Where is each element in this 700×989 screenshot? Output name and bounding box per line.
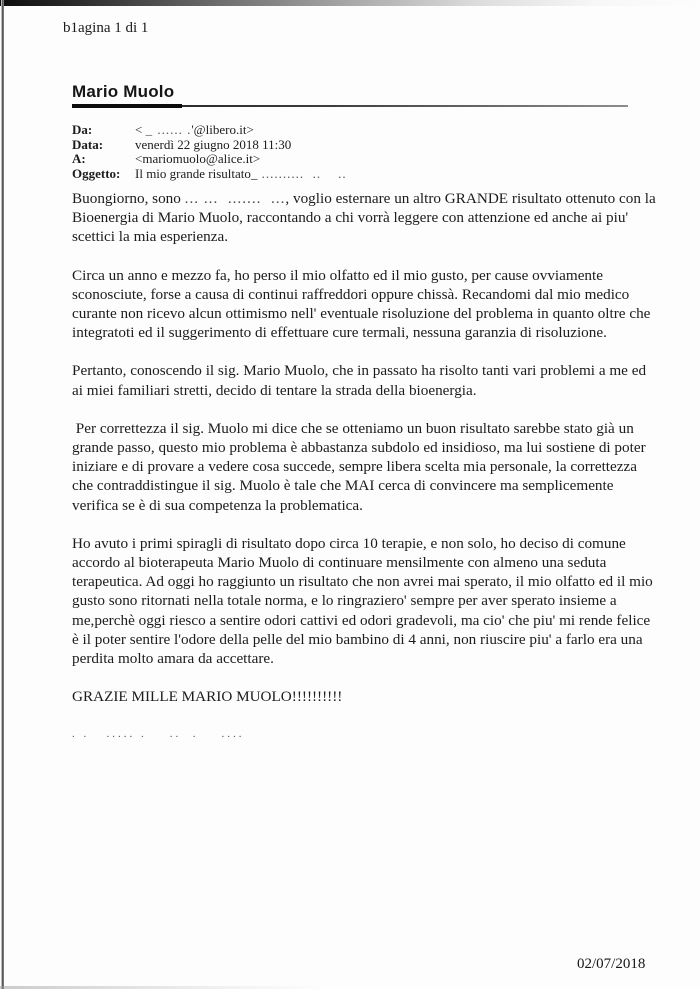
header-value-data: venerdì 22 giugno 2018 11:30	[135, 136, 292, 152]
header-value-a: <mariomuolo@alice.it>	[135, 151, 261, 166]
header-row-a	[72, 152, 632, 167]
header-label-data: Data:	[72, 136, 104, 152]
body-paragraph-1	[72, 189, 660, 247]
header-row-oggetto	[72, 167, 632, 182]
signature-redacted: . . ..... . .. . ....	[72, 728, 245, 741]
da-suffix: '@libero.it>	[191, 122, 254, 137]
oggetto-redacted-text: .......... .. ..	[257, 165, 347, 181]
scan-date: 02/07/2018	[577, 956, 646, 972]
title-underline	[72, 104, 628, 109]
p1-text-after: , voglio esternare un altro GRANDE risultato ottenuto con la Bioenergia di Mario Muolo, raccontando a chi vorrà leggere con attenzione ed anche ai piu' scettici la mia esperienza.	[72, 190, 660, 246]
scan-left-edge-artifact	[1, 0, 4, 989]
p1-redacted-name: ... ... ....... ...	[184, 190, 286, 207]
body-paragraph-3: Pertanto, conoscendo il sig. Mario Muolo, che in passato ha risolto tanti vari problemi a me ed ai miei familiari stretti, decido di tentare la strada della bioenergia.	[72, 362, 650, 399]
email-title-block	[72, 82, 628, 109]
body-paragraph-5: Ho avuto i primi spiragli di risultato dopo circa 10 terapie, e non solo, ho deciso di comune accordo al bioterapeuta Mario Muolo di continuare mensilmente con almeno una seduta terapeutica. Ad oggi ho raggiunto un risultato che non avrei mai sperato, il mio olfatto ed il mio gusto sono ritornati nella totale norma, e lo ringraziero' sempre per aver sperato insieme a me,perchè oggi riesco a sentire odori cattivi ed odori gradevoli, ma cio' che piu' mi rende felice è il poter sentire l'odore della pelle del mio bambino di 4 anni, non riuscire piu' a farlo era una perdita molto amara da accettare.	[72, 534, 657, 668]
p1-text-before: Buongiorno, sono	[72, 190, 185, 207]
oggetto-subject-text: Il mio grande risultato_	[135, 165, 258, 181]
header-row-da	[72, 123, 632, 138]
da-prefix: <	[135, 122, 146, 137]
sender-name-heading: Mario Muolo	[72, 82, 175, 101]
header-value-oggetto	[135, 167, 347, 182]
title-underline-thick	[72, 104, 182, 108]
scan-top-edge-artifact	[0, 0, 700, 6]
header-label-da: Da:	[72, 122, 93, 137]
body-paragraph-2: Circa un anno e mezzo fa, ho perso il mio olfatto ed il mio gusto, per cause ovviamente sconosciute, forse a causa di continui raffreddori oppure chissà. Recandomi dal mio medico curante non ricevo alcun ottimismo nell' eventuale risoluzione del problema in quanto oltre che integratoti ed il suggerimento di effettuare cure termali, nessuna garanzia di risoluzione.	[72, 266, 655, 342]
body-paragraph-4: Per correttezza il sig. Muolo mi dice che se otteniamo un buon risultato sarebbe stato già un grande passo, questo mio problema è abbastanza subdolo ed insidioso, ma lui sostiene di poter iniziare e di provare a vedere cosa succede, sempre libera scelta mia personale, la correttezza che contraddistingue il sig. Muolo è tale che MAI cerca di convincere ma semplicemente verifica se è di sua competenza la problematica.	[72, 419, 650, 514]
email-headers	[72, 123, 632, 181]
header-row-data	[72, 138, 632, 153]
da-redacted-text: _ ...... .	[145, 122, 192, 137]
header-value-da	[135, 123, 254, 138]
thanks-line: GRAZIE MILLE MARIO MUOLO!!!!!!!!!!	[72, 688, 343, 706]
header-label-a: A:	[72, 151, 86, 166]
header-label-oggetto: Oggetto:	[72, 165, 121, 181]
page-number: b1agina 1 di 1	[63, 20, 149, 36]
email-body	[72, 189, 660, 745]
